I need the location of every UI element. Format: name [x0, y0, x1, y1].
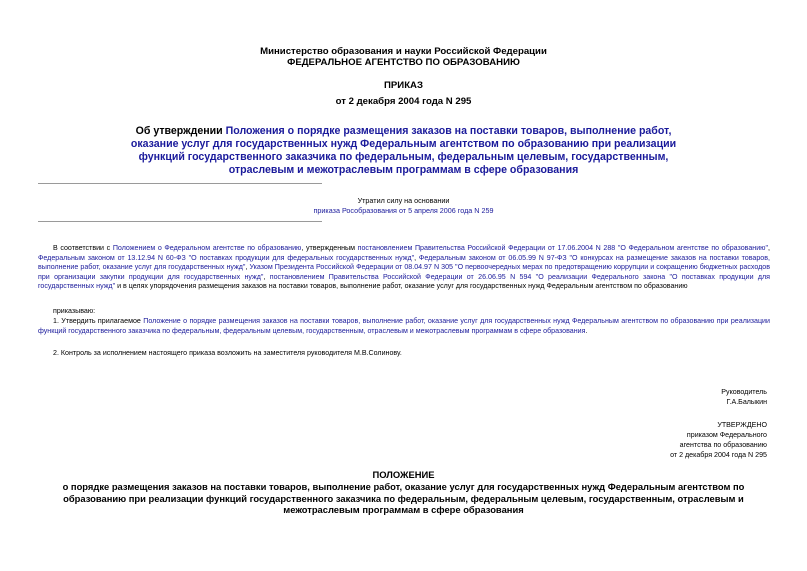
ministry-name: Министерство образования и науки Российской Федерации	[260, 46, 547, 57]
preamble-link-resolution-594[interactable]: постановлением Правительства Российской Федерации от 26.06.95 N 594 "О реализации Федерального закона "О поставках продукции для государственных нужд"	[38, 272, 770, 290]
item-2: 2. Контроль за исполнением настоящего приказа возложить на заместителя руководителя М.В.Солинову.	[53, 349, 402, 357]
item-1-text: 1. Утвердить прилагаемое	[53, 317, 144, 325]
preamble-text: и в целях упорядочения размещения заказов на поставки товаров, выполнение работ, оказание услуг для государственных нужд Федеральным агентством по образованию	[115, 282, 688, 290]
agency-name: ФЕДЕРАЛЬНОЕ АГЕНТСТВО ПО ОБРАЗОВАНИЮ	[287, 57, 520, 68]
preamble-text: ,	[263, 272, 270, 281]
order-title	[130, 125, 677, 177]
preamble-text: ,	[245, 263, 250, 271]
approved-line-4: от 2 декабря 2004 года N 295	[670, 451, 767, 459]
divider-bottom	[38, 221, 322, 222]
doc-type: ПРИКАЗ	[384, 80, 423, 91]
doc-date-number: от 2 декабря 2004 года N 295	[335, 96, 472, 107]
approved-label: УТВЕРЖДЕНО	[717, 421, 767, 429]
preamble-link-law-60[interactable]: Федеральным законом от 13.12.94 N 60-ФЗ "О поставках продукции для федеральных государственных нужд"	[38, 253, 415, 262]
preamble-paragraph	[38, 244, 770, 292]
status-line: Утратил силу на основании	[357, 196, 450, 205]
signature-position: Руководитель	[721, 388, 767, 396]
order-word: приказываю:	[53, 307, 96, 315]
polozhenie-subtitle: о порядке размещения заказов на поставки товаров, выполнение работ, оказание услуг для государственных нужд Федеральным агентством по образованию при реализации функций государственного заказчика по федеральным, федеральным целевым, государственным, отраслевым и межотраслевым программам в сфере образования	[62, 481, 745, 515]
approved-line-3: агентства по образованию	[679, 441, 767, 449]
preamble-link-statute[interactable]: Положением о Федеральном агентстве по образованию	[112, 244, 302, 252]
preamble-link-decree-305[interactable]: Указом Президента Российской Федерации от 08.04.97 N 305 "О первоочередных мерах по предотвращению коррупции и сокращению бюджетных расходов при организации закупки продукции для государственных нужд"	[38, 263, 771, 281]
preamble-link-resolution-288[interactable]: постановлением Правительства Российской Федерации от 17.06.2004 N 288 "О Федеральном агентстве по образованию"	[357, 244, 769, 252]
divider-top	[38, 183, 322, 184]
preamble-text: В соответствии с	[53, 244, 113, 252]
preamble-text: , утвержденным	[301, 244, 358, 252]
item-1-link[interactable]: Положение о порядке размещения заказов на поставки товаров, выполнение работ, оказание услуг для государственных нужд Федеральным агентством по образованию при реализации функций государственного заказчика по федеральным, федеральным целевым, государственным, отраслевым и межотраслевым программам в сфере образования	[38, 317, 770, 335]
status-link[interactable]: приказа Рособразования от 5 апреля 2006 года N 259	[313, 206, 494, 215]
preamble-text: ,	[414, 253, 419, 262]
polozhenie-title: ПОЛОЖЕНИЕ	[372, 469, 435, 480]
approved-line-2: приказом Федерального	[686, 431, 767, 439]
item-1-text: .	[585, 326, 588, 335]
title-link[interactable]: Положения о порядке размещения заказов на поставки товаров, выполнение работ, оказание услуг для государственных нужд Федеральным агентством по образованию при реализации функций государственного заказчика по федеральным, федеральным целевым, государственным, отраслевым и межотраслевым программам в сфере образования	[130, 125, 677, 176]
signature-name: Г.А.Балыкин	[726, 398, 767, 406]
preamble-text: ,	[768, 244, 770, 252]
preamble-link-law-97[interactable]: Федеральным законом от 06.05.99 N 97-ФЗ "О конкурсах на размещение заказов на поставки товаров, выполнение работ, оказание услуг для государственных нужд"	[38, 253, 770, 271]
title-prefix: Об утверждении	[135, 125, 226, 137]
item-1	[38, 317, 770, 336]
